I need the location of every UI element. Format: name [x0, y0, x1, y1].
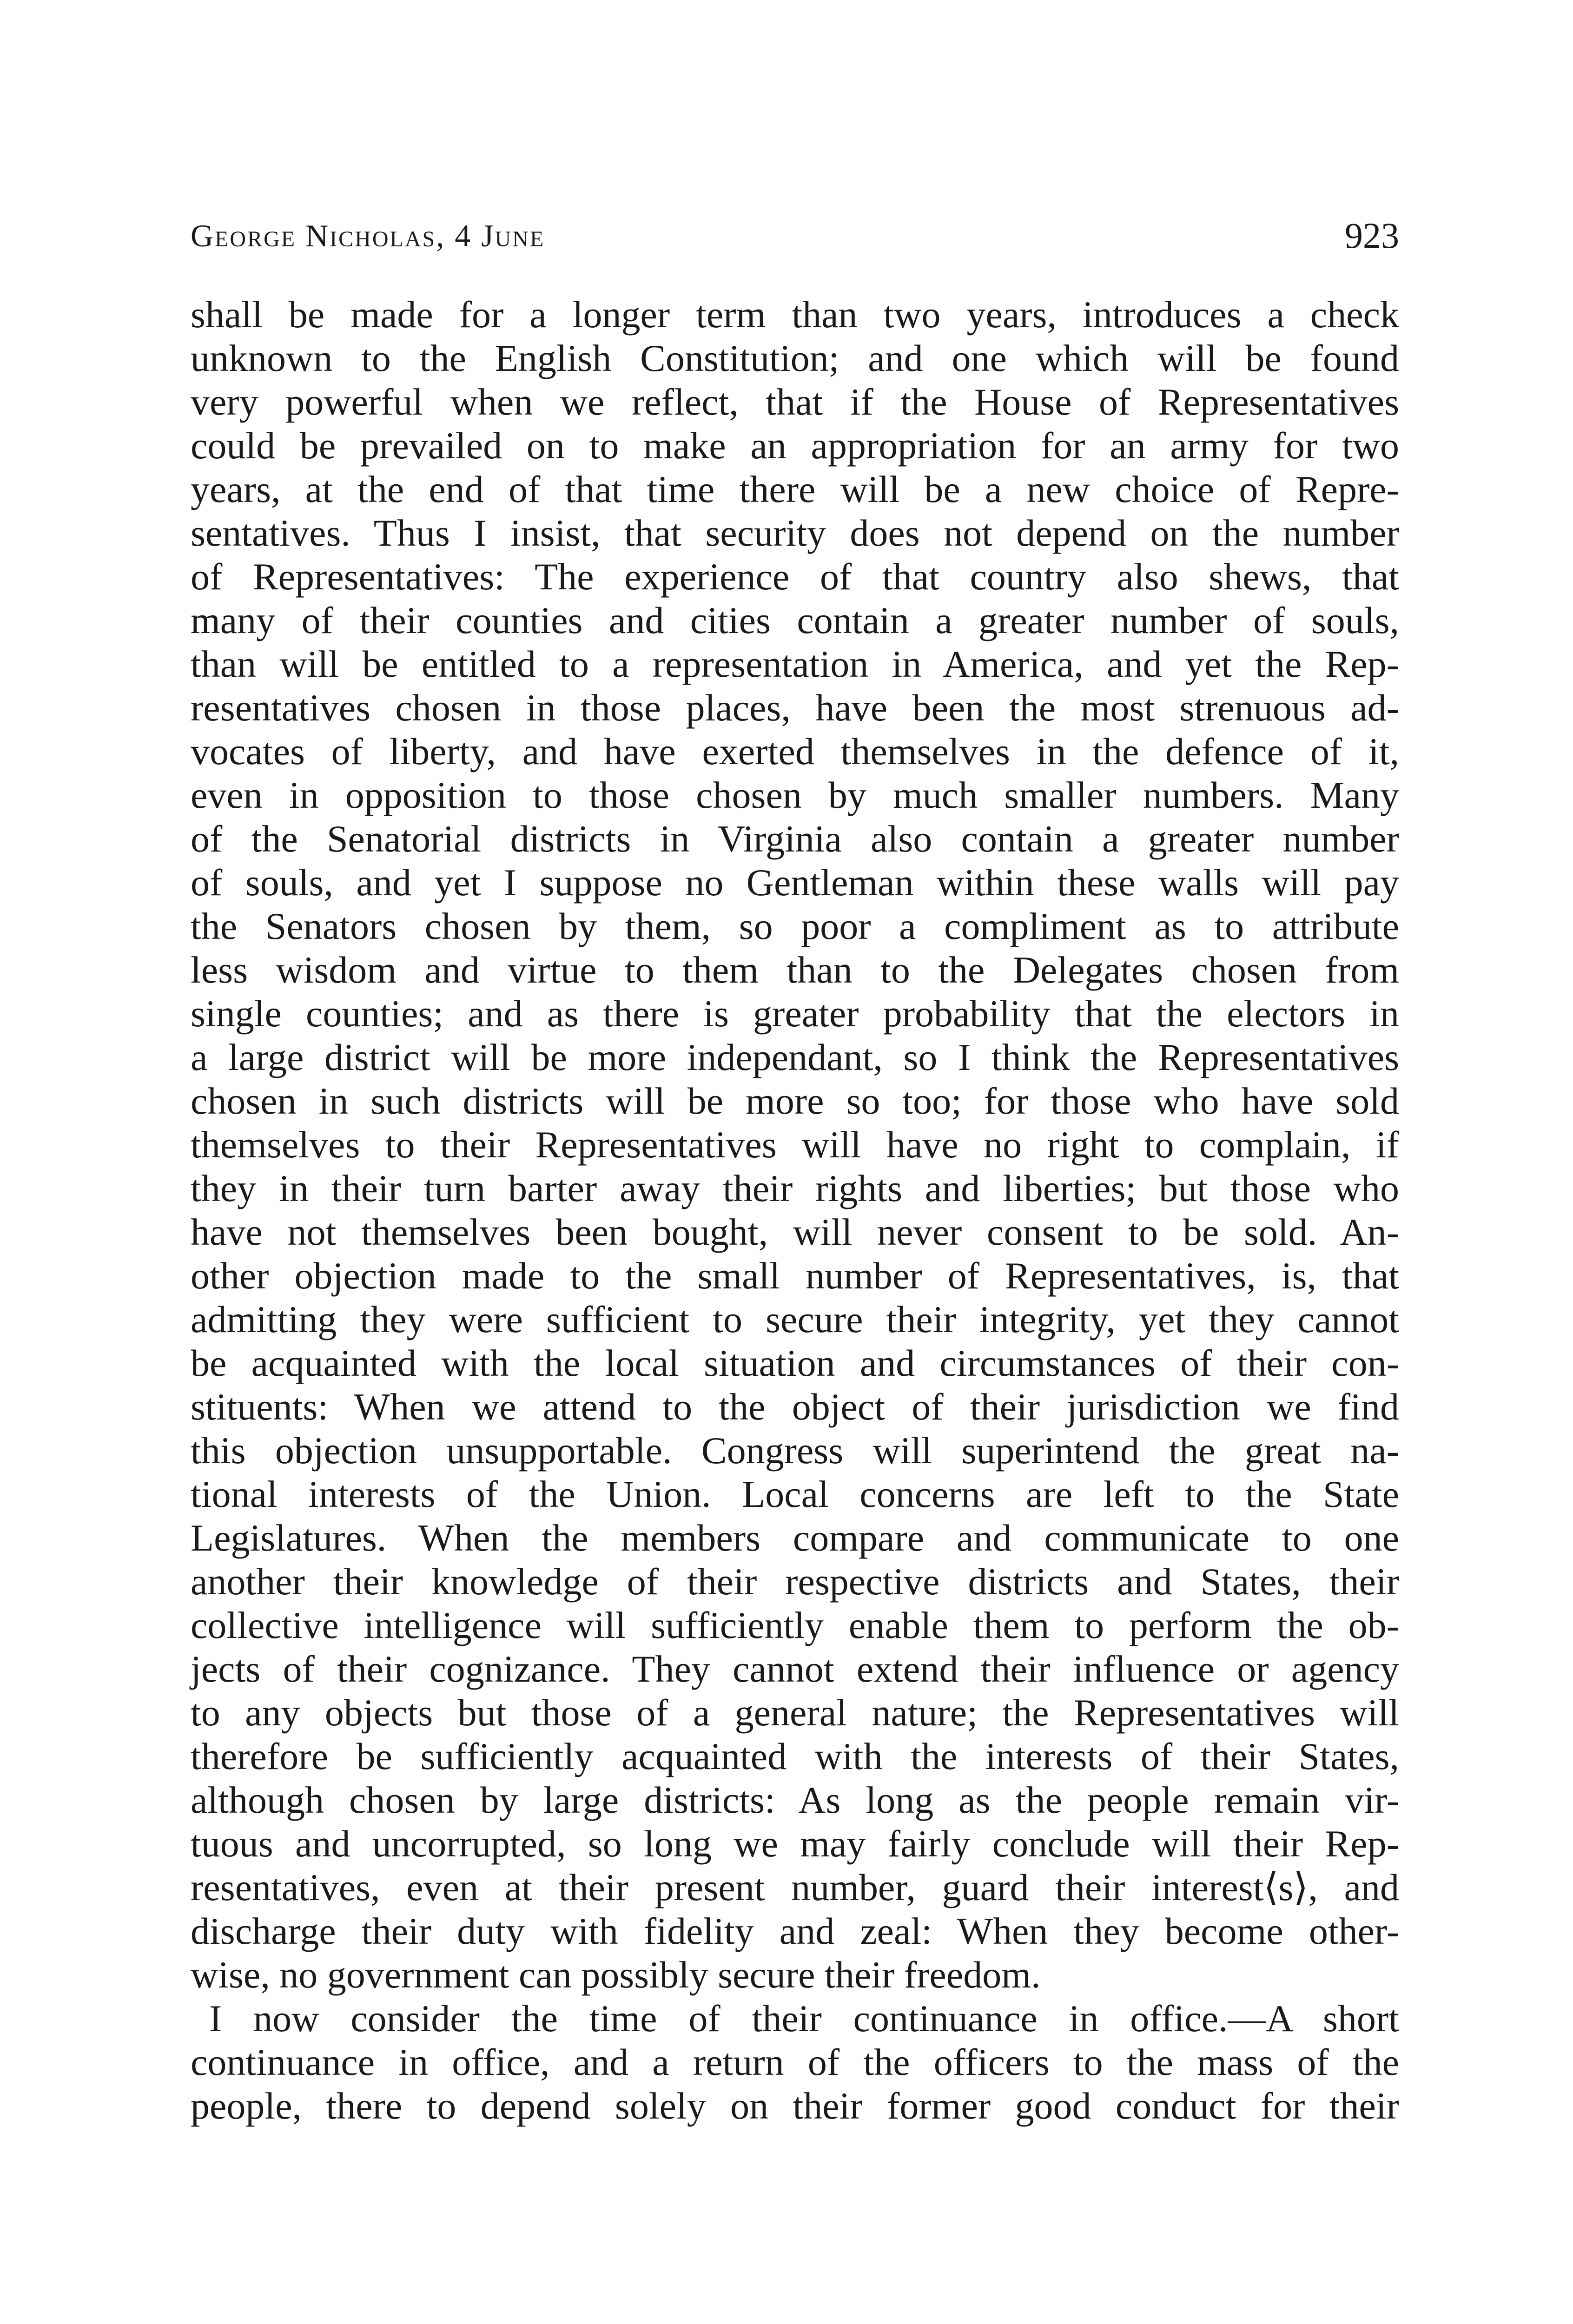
text-line: stituents: When we attend to the object of their jurisdiction we find: [191, 1386, 1399, 1428]
text-line: vocates of liberty, and have exerted themselves in the defence of it,: [191, 730, 1399, 772]
text-line: than will be entitled to a representation in America, and yet the Rep-: [191, 643, 1399, 685]
paragraph-start-line: I now consider the time of their continuance in office.—A short: [209, 1997, 1399, 2040]
paragraph-end-line: wise, no government can possibly secure their freedom.: [191, 1954, 1041, 1996]
text-line: years, at the end of that time there will be a new choice of Repre-: [191, 468, 1399, 510]
text-line: of souls, and yet I suppose no Gentleman within these walls will pay: [191, 861, 1399, 904]
text-line: the Senators chosen by them, so poor a compliment as to attribute: [191, 905, 1399, 947]
text-line: could be prevailed on to make an appropriation for an army for two: [191, 424, 1399, 467]
text-line: collective intelligence will sufficiently enable them to perform the ob-: [191, 1604, 1399, 1646]
text-line: single counties; and as there is greater probability that the electors in: [191, 992, 1399, 1035]
text-line: themselves to their Representatives will have no right to complain, if: [191, 1123, 1399, 1166]
text-line: very powerful when we reflect, that if the House of Representatives: [191, 381, 1399, 423]
text-line: a large district will be more independant, so I think the Representatives: [191, 1036, 1399, 1078]
running-head: [191, 210, 1399, 261]
text-line: therefore be sufficiently acquainted with the interests of their States,: [191, 1735, 1399, 1777]
text-line: resentatives chosen in those places, have been the most strenuous ad-: [191, 687, 1399, 729]
text-line: people, there to depend solely on their former good conduct for their: [191, 2085, 1399, 2127]
running-title: George Nicholas, 4 June: [191, 218, 545, 253]
text-line: many of their counties and cities contain a greater number of souls,: [191, 599, 1399, 641]
body-text: [191, 293, 1399, 2128]
text-line: this objection unsupportable. Congress will superintend the great na-: [191, 1429, 1399, 1472]
text-line: be acquainted with the local situation and circumstances of their con-: [191, 1342, 1399, 1384]
text-line: tional interests of the Union. Local concerns are left to the State: [191, 1473, 1399, 1515]
text-line: have not themselves been bought, will never consent to be sold. An-: [191, 1211, 1399, 1253]
text-line: sentatives. Thus I insist, that security does not depend on the number: [191, 512, 1399, 554]
text-line: Legislatures. When the members compare and communicate to one: [191, 1517, 1399, 1559]
text-line: of the Senatorial districts in Virginia also contain a greater number: [191, 818, 1399, 860]
text-line: chosen in such districts will be more so too; for those who have sold: [191, 1080, 1399, 1122]
text-line: tuous and uncorrupted, so long we may fairly conclude will their Rep-: [191, 1822, 1399, 1865]
text-line: other objection made to the small number of Representatives, is, that: [191, 1254, 1399, 1297]
text-line: continuance in office, and a return of the officers to the mass of the: [191, 2041, 1399, 2083]
text-line: they in their turn barter away their rights and liberties; but those who: [191, 1167, 1399, 1209]
text-line: of Representatives: The experience of that country also shews, that: [191, 555, 1399, 598]
text-line: discharge their duty with fidelity and zeal: When they become other-: [191, 1910, 1399, 1952]
text-line: to any objects but those of a general nature; the Representatives will: [191, 1691, 1399, 1734]
text-line: shall be made for a longer term than two years, introduces a check: [191, 293, 1399, 336]
text-line: although chosen by large districts: As long as the people remain vir-: [191, 1779, 1399, 1821]
page-number: 923: [1345, 215, 1399, 256]
text-line: another their knowledge of their respective districts and States, their: [191, 1560, 1399, 1603]
text-line: jects of their cognizance. They cannot extend their influence or agency: [191, 1648, 1399, 1690]
text-line: resentatives, even at their present number, guard their interest⟨s⟩, and: [191, 1866, 1399, 1908]
text-line: admitting they were sufficient to secure their integrity, yet they cannot: [191, 1298, 1399, 1340]
text-line: unknown to the English Constitution; and one which will be found: [191, 337, 1399, 379]
text-line: less wisdom and virtue to them than to the Delegates chosen from: [191, 949, 1399, 991]
text-line: even in opposition to those chosen by much smaller numbers. Many: [191, 774, 1399, 816]
